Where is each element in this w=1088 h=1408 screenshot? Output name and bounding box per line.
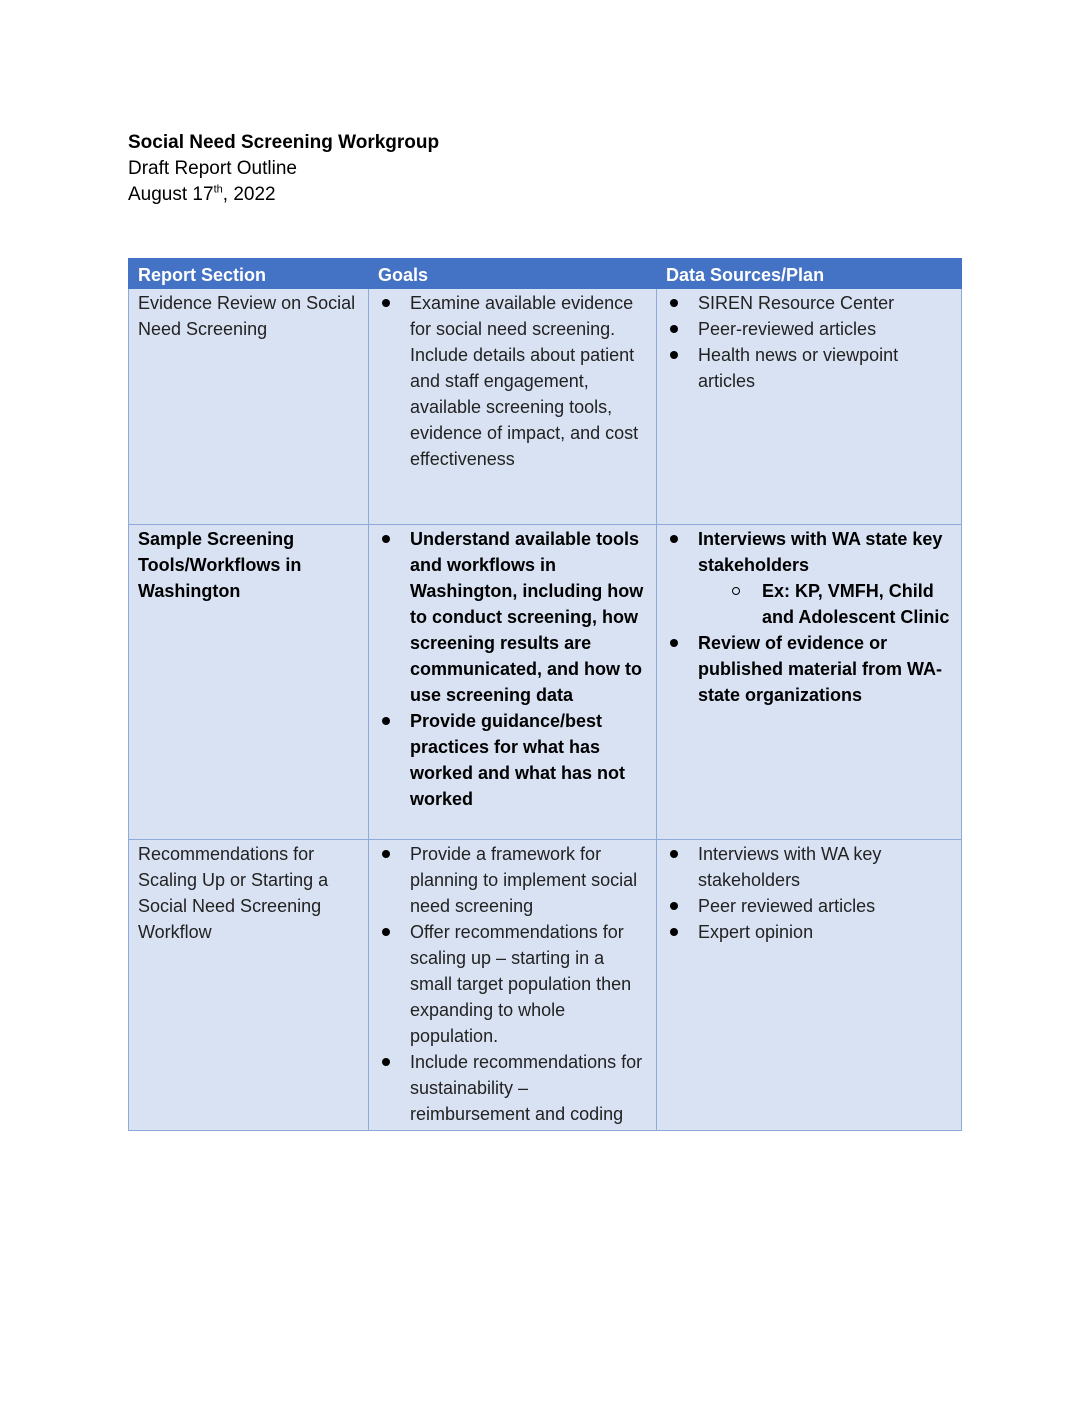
- sources-list: [666, 841, 952, 945]
- section-cell: Sample Screening Tools/Workflows in Washington: [129, 525, 369, 840]
- sub-list-item: Ex: KP, VMFH, Child and Adolescent Clinic: [666, 578, 952, 630]
- table-row: [129, 525, 962, 840]
- date-ordinal: th: [213, 183, 223, 196]
- table-row: [129, 840, 962, 1131]
- document-title: Social Need Screening Workgroup: [128, 132, 440, 153]
- report-outline-table: [128, 258, 962, 1131]
- table-header-row: [129, 259, 962, 289]
- section-cell: Evidence Review on Social Need Screening: [129, 289, 369, 525]
- goals-cell: [369, 525, 657, 840]
- document-date: [128, 182, 439, 208]
- goals-list: [378, 290, 647, 472]
- goals-cell: [369, 289, 657, 525]
- list-item: Peer-reviewed articles: [666, 316, 952, 342]
- list-item: SIREN Resource Center: [666, 290, 952, 316]
- sources-list: [666, 526, 952, 708]
- column-header-data-sources: Data Sources/Plan: [657, 259, 962, 289]
- list-item: Provide a framework for planning to implement social need screening: [378, 841, 647, 919]
- list-item: Provide guidance/best practices for what has worked and what has not worked: [378, 708, 647, 812]
- document-header: [128, 130, 439, 208]
- list-item: Review of evidence or published material from WA-state organizations: [666, 630, 952, 708]
- date-prefix: August 17: [128, 184, 214, 205]
- goals-cell: [369, 840, 657, 1131]
- table-row: [129, 289, 962, 525]
- list-item: Offer recommendations for scaling up – starting in a small target population then expanding to whole population.: [378, 919, 647, 1049]
- list-item: Understand available tools and workflows in Washington, including how to conduct screening, how screening results are communicated, and how to use screening data: [378, 526, 647, 708]
- goals-list: [378, 841, 647, 1127]
- sources-cell: [657, 525, 962, 840]
- column-header-goals: Goals: [369, 259, 657, 289]
- date-suffix: , 2022: [222, 184, 276, 205]
- list-item: Interviews with WA state key stakeholders: [666, 526, 952, 578]
- list-item: Health news or viewpoint articles: [666, 342, 952, 394]
- list-item: Include recommendations for sustainability – reimbursement and coding: [378, 1049, 647, 1127]
- section-cell: Recommendations for Scaling Up or Starting a Social Need Screening Workflow: [129, 840, 369, 1131]
- sources-cell: [657, 840, 962, 1131]
- column-header-report-section: Report Section: [129, 259, 369, 289]
- document-subtitle: Draft Report Outline: [128, 158, 297, 179]
- list-item: Interviews with WA key stakeholders: [666, 841, 952, 893]
- list-item: Peer reviewed articles: [666, 893, 952, 919]
- goals-list: [378, 526, 647, 812]
- list-item: Examine available evidence for social need screening. Include details about patient and staff engagement, available screening tools, evidence of impact, and cost effectiveness: [378, 290, 647, 472]
- list-item: Expert opinion: [666, 919, 952, 945]
- sources-cell: [657, 289, 962, 525]
- sources-list: [666, 290, 952, 394]
